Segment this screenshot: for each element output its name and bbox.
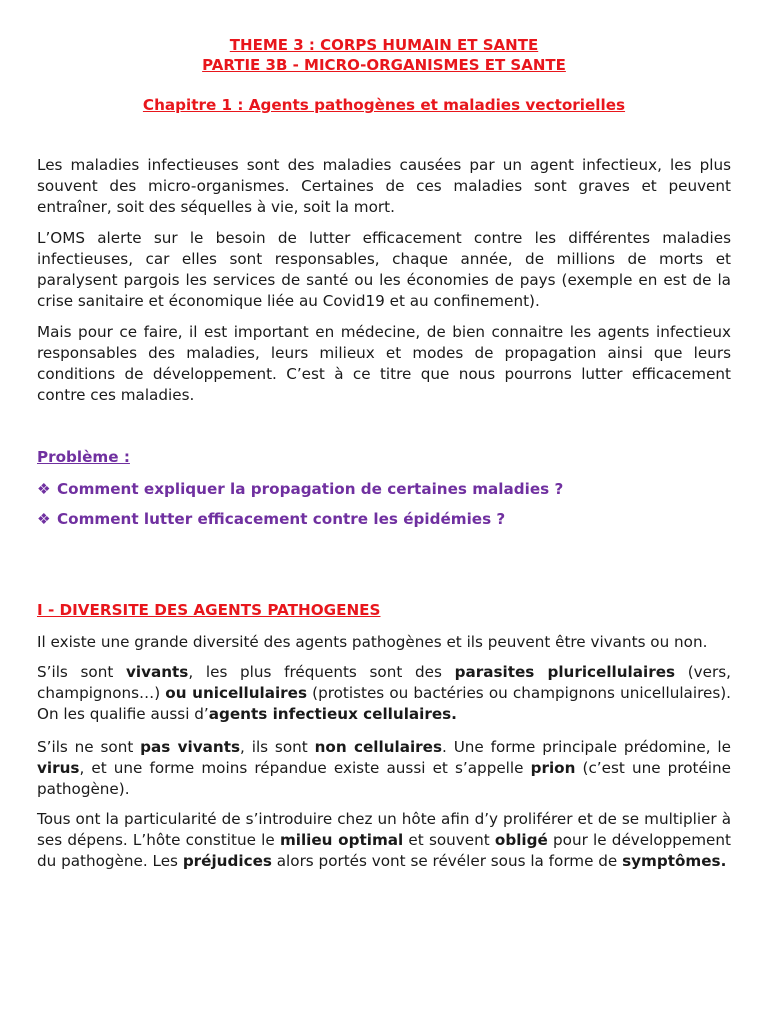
section-1-paragraph-2: S’ils sont vivants, les plus fréquents sont des parasites pluricellulaires (vers, champignons…) ou unicellulaires (protistes ou bactéries ou champignons unicellulaires). On les qualifie aussi d’agents infectieux cellulaires. [37,663,731,723]
emphasis: vivants [125,663,189,681]
emphasis: préjudices [182,852,272,870]
section-1-paragraph-3: S’ils ne sont pas vivants, ils sont non cellulaires. Une forme principale prédomine, le virus, et une forme moins répandue existe aussi et s’appelle prion (c’est une protéine pathogène). [37,738,731,798]
intro-paragraph-3: Mais pour ce faire, il est important en médecine, de bien connaitre les agents infectieux responsables des maladies, leurs milieux et modes de propagation ainsi que leurs conditions de développement. C’est à ce titre que nous pourrons lutter efficacement contre ces maladies. [37,323,731,404]
emphasis: parasites pluricellulaires [454,663,676,681]
chapter-title: Chapitre 1 : Agents pathogènes et maladies vectorielles [142,96,626,114]
emphasis: obligé [494,831,548,849]
section-1-paragraph-4: Tous ont la particularité de s’introduire chez un hôte afin d’y proliférer et de se multiplier à ses dépens. L’hôte constitue le milieu optimal et souvent obligé pour le développement du pathogène. Les préjudices alors portés vont se révéler sous la forme de symptômes. [37,810,731,870]
question-text: Comment lutter efficacement contre les épidémies ? [57,510,506,528]
probleme-question-1 [37,479,563,500]
probleme-question-2 [37,509,505,530]
intro-paragraph-2: L’OMS alerte sur le besoin de lutter efficacement contre les différentes maladies infectieuses, car elles sont responsables, chaque année, de millions de morts et paralysent pargois les services de santé ou les économies de pays (exemple en est de la crise sanitaire et économique liée au Covid19 et au confinement). [37,229,731,310]
partie-title: PARTIE 3B - MICRO-ORGANISMES ET SANTE [202,56,566,74]
emphasis: milieu optimal [279,831,404,849]
section-1-title: I - DIVERSITE DES AGENTS PATHOGENES [37,601,381,619]
emphasis: symptômes. [622,852,727,870]
theme-title: THEME 3 : CORPS HUMAIN ET SANTE [229,36,539,54]
question-text: Comment expliquer la propagation de certaines maladies ? [57,480,564,498]
emphasis: agents infectieux cellulaires. [208,705,457,723]
intro-paragraph-1: Les maladies infectieuses sont des maladies causées par un agent infectieux, les plus souvent des micro-organismes. Certaines de ces maladies sont graves et peuvent entraîner, soit des séquelles à vie, soit la mort. [37,156,731,216]
emphasis: virus [37,759,80,777]
probleme-title: Problème : [37,448,130,466]
emphasis: prion [530,759,576,777]
emphasis: pas vivants [140,738,241,756]
emphasis: non cellulaires [314,738,442,756]
emphasis: ou unicellulaires [165,684,307,702]
diamond-bullet-icon: ❖ [37,510,51,528]
section-1-paragraph-1: Il existe une grande diversité des agents pathogènes et ils peuvent être vivants ou non. [37,633,708,651]
diamond-bullet-icon: ❖ [37,480,51,498]
